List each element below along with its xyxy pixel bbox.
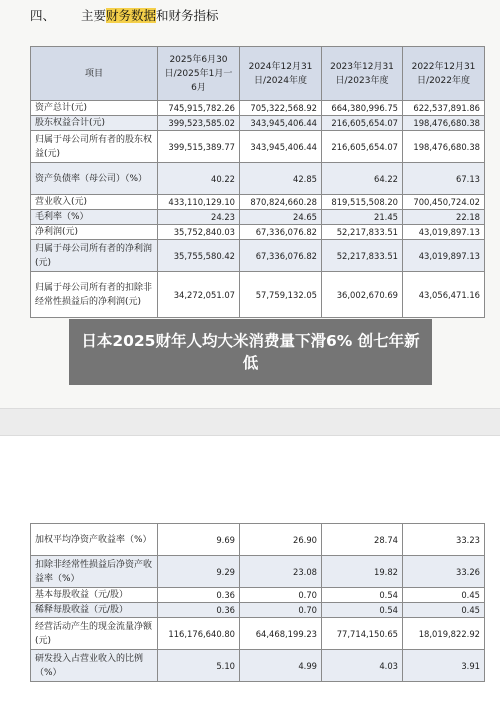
header-item: 项目	[31, 47, 158, 101]
cell-value: 35,752,840.03	[158, 225, 240, 240]
table-row	[31, 272, 485, 318]
table-row	[31, 163, 485, 195]
heading-prefix: 主要	[81, 8, 107, 23]
cell-value: 9.69	[158, 524, 240, 556]
cell-value: 0.54	[322, 603, 403, 618]
cell-value: 198,476,680.38	[403, 116, 485, 131]
row-label: 加权平均净资产收益率（%）	[31, 524, 158, 556]
cell-value: 745,915,782.26	[158, 101, 240, 116]
heading-suffix: 和财务指标	[156, 8, 219, 23]
cell-value: 116,176,640.80	[158, 618, 240, 650]
cell-value: 216,605,654.07	[322, 116, 403, 131]
cell-value: 67,336,076.82	[240, 240, 322, 272]
section-heading	[30, 6, 219, 24]
cell-value: 216,605,654.07	[322, 131, 403, 163]
cell-value: 3.91	[403, 650, 485, 682]
row-label: 归属于母公司所有者的净利润(元)	[31, 240, 158, 272]
cell-value: 22.18	[403, 210, 485, 225]
cell-value: 819,515,508.20	[322, 195, 403, 210]
cell-value: 0.70	[240, 603, 322, 618]
cell-value: 4.03	[322, 650, 403, 682]
section-number: 四、	[30, 8, 56, 23]
cell-value: 343,945,406.44	[240, 116, 322, 131]
cell-value: 0.54	[322, 588, 403, 603]
cell-value: 24.65	[240, 210, 322, 225]
row-label: 基本每股收益（元/股）	[31, 588, 158, 603]
row-label: 净利润(元)	[31, 225, 158, 240]
cell-value: 67,336,076.82	[240, 225, 322, 240]
table-row	[31, 195, 485, 210]
cell-value: 198,476,680.38	[403, 131, 485, 163]
cell-value: 664,380,996.75	[322, 101, 403, 116]
cell-value: 33.26	[403, 556, 485, 588]
table-row	[31, 618, 485, 650]
cell-value: 5.10	[158, 650, 240, 682]
table-row	[31, 603, 485, 618]
blank-page-area	[0, 436, 500, 522]
header-2023: 2023年12月31日/2023年度	[322, 47, 403, 101]
row-label: 稀释每股收益（元/股）	[31, 603, 158, 618]
table-row	[31, 240, 485, 272]
cell-value: 43,019,897.13	[403, 240, 485, 272]
cell-value: 26.90	[240, 524, 322, 556]
cell-value: 18,019,822.92	[403, 618, 485, 650]
cell-value: 433,110,129.10	[158, 195, 240, 210]
cell-value: 4.99	[240, 650, 322, 682]
cell-value: 43,019,897.13	[403, 225, 485, 240]
cell-value: 0.36	[158, 588, 240, 603]
cell-value: 33.23	[403, 524, 485, 556]
row-label: 研发投入占营业收入的比例（%）	[31, 650, 158, 682]
cell-value: 23.08	[240, 556, 322, 588]
table-row	[31, 116, 485, 131]
row-label: 股东权益合计(元)	[31, 116, 158, 131]
cell-value: 700,450,724.02	[403, 195, 485, 210]
cell-value: 0.36	[158, 603, 240, 618]
cell-value: 343,945,406.44	[240, 131, 322, 163]
page-break	[0, 408, 500, 436]
header-2022: 2022年12月31日/2022年度	[403, 47, 485, 101]
table-row	[31, 524, 485, 556]
cell-value: 399,515,389.77	[158, 131, 240, 163]
header-2025h1: 2025年6月30日/2025年1月一6月	[158, 47, 240, 101]
row-label: 资产负债率（母公司）（%）	[31, 163, 158, 195]
financial-table-top	[30, 46, 485, 318]
table-body-bottom	[31, 524, 485, 682]
cell-value: 21.45	[322, 210, 403, 225]
cell-value: 0.45	[403, 588, 485, 603]
cell-value: 42.85	[240, 163, 322, 195]
cell-value: 399,523,585.02	[158, 116, 240, 131]
table-row	[31, 650, 485, 682]
cell-value: 77,714,150.65	[322, 618, 403, 650]
cell-value: 52,217,833.51	[322, 225, 403, 240]
table-row	[31, 101, 485, 116]
cell-value: 40.22	[158, 163, 240, 195]
cell-value: 35,755,580.42	[158, 240, 240, 272]
news-headline-banner[interactable]: 日本2025财年人均大米消费量下滑6% 创七年新低	[69, 319, 432, 385]
cell-value: 43,056,471.16	[403, 272, 485, 318]
heading-highlight: 财务数据	[106, 8, 157, 23]
financial-table-bottom	[30, 523, 485, 682]
cell-value: 64,468,199.23	[240, 618, 322, 650]
cell-value: 19.82	[322, 556, 403, 588]
row-label: 毛利率（%）	[31, 210, 158, 225]
row-label: 经营活动产生的现金流量净额(元)	[31, 618, 158, 650]
row-label: 扣除非经常性损益后净资产收益率（%）	[31, 556, 158, 588]
row-label: 归属于母公司所有者的扣除非经常性损益后的净利润(元)	[31, 272, 158, 318]
header-2024: 2024年12月31日/2024年度	[240, 47, 322, 101]
cell-value: 36,002,670.69	[322, 272, 403, 318]
row-label: 归属于母公司所有者的股东权益(元)	[31, 131, 158, 163]
cell-value: 28.74	[322, 524, 403, 556]
cell-value: 9.29	[158, 556, 240, 588]
cell-value: 57,759,132.05	[240, 272, 322, 318]
cell-value: 0.45	[403, 603, 485, 618]
cell-value: 52,217,833.51	[322, 240, 403, 272]
cell-value: 705,322,568.92	[240, 101, 322, 116]
cell-value: 0.70	[240, 588, 322, 603]
cell-value: 24.23	[158, 210, 240, 225]
table-row	[31, 588, 485, 603]
table-row	[31, 210, 485, 225]
cell-value: 34,272,051.07	[158, 272, 240, 318]
table-row	[31, 131, 485, 163]
cell-value: 64.22	[322, 163, 403, 195]
row-label: 资产总计(元)	[31, 101, 158, 116]
row-label: 营业收入(元)	[31, 195, 158, 210]
table-body-top	[31, 101, 485, 318]
cell-value: 622,537,891.86	[403, 101, 485, 116]
cell-value: 870,824,660.28	[240, 195, 322, 210]
table-row	[31, 556, 485, 588]
cell-value: 67.13	[403, 163, 485, 195]
table-row	[31, 225, 485, 240]
